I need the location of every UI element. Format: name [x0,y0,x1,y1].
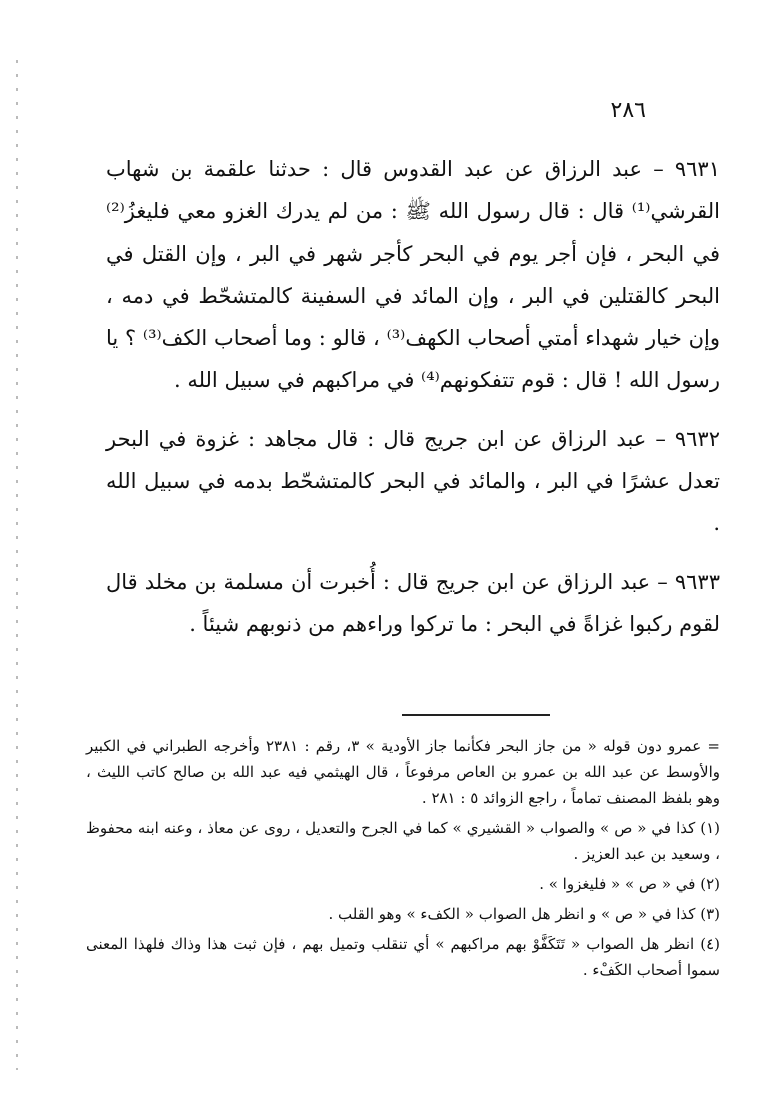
footnote-2: (٢) في « ص » « فليغزوا » . [539,875,720,893]
page-number: ٢٨٦ [610,98,646,123]
footnote-continuation: = عمرو دون قوله « من جاز البحر فكأنما جاز الأودية » ٣، رقم : ٢٣٨١ وأخرجه الطبراني في الكبير والأوسط عن عبد الله بن عمرو بن العاص مرفوعاً ، قال الهيثمي فيه عبد الله بن صالح كاتب الليث ، وهو بلفظ المصنف تماماً ، راجع الزوائد ٥ : ٢٨١ . [86,737,720,807]
footnote-separator [402,714,550,716]
hadith-9633: ٩٦٣٣ – عبد الرزاق عن ابن جريج قال : أُخبرت أن مسلمة بن مخلد قال لقوم ركبوا غزاةً في البحر : ما تركوا وراءهم من ذنوبهم شيئاً . [106,569,720,636]
footnote-3: (٣) كذا في « ص » و انظر هل الصواب « الكفء » وهو القلب . [328,905,720,923]
footnote-1: (١) كذا في « ص » والصواب « القشيري » كما في الجرح والتعديل ، روى عن معاذ ، وعنه ابنه محفوظ ، وسعيد بن عبد العزيز . [86,819,720,863]
hadith-9631: ٩٦٣١ – عبد الرزاق عن عبد القدوس قال : حدثنا علقمة بن شهاب القرشي⁽¹⁾ قال : قال رسول الله ﷺ : من لم يدرك الغزو معي فليغزُ⁽²⁾ في البحر ، فإن أجر يوم في البحر كأجر شهر في البر ، وإن القتل في البحر كالقتلين في البر ، وإن المائد في السفينة كالمتشحّط في دمه ، وإن خيار شهداء أمتي أصحاب الكهف⁽³⁾ ، قالو : وما أصحاب الكف⁽³⁾ ؟ يا رسول الله ! قال : قوم تتفكونهم⁽⁴⁾ في مراكبهم في سبيل الله . [106,157,721,393]
margin-dotted-rule [16,60,18,1070]
main-text [106,148,720,655]
footnote-4: (٤) انظر هل الصواب « تَتَكَفَّوْ بهم مراكبهم » أي تنقلب وتميل بهم ، فإن ثبت هذا وذاك فلهذا المعنى سموا أصحاب الكَفْء . [86,935,720,979]
footnotes [86,733,720,983]
hadith-9632: ٩٦٣٢ – عبد الرزاق عن ابن جريج قال : قال مجاهد : غزوة في البحر تعدل عشرًا في البر ، والمائد في البحر كالمتشحّط بدمه في سبيل الله . [106,426,720,536]
